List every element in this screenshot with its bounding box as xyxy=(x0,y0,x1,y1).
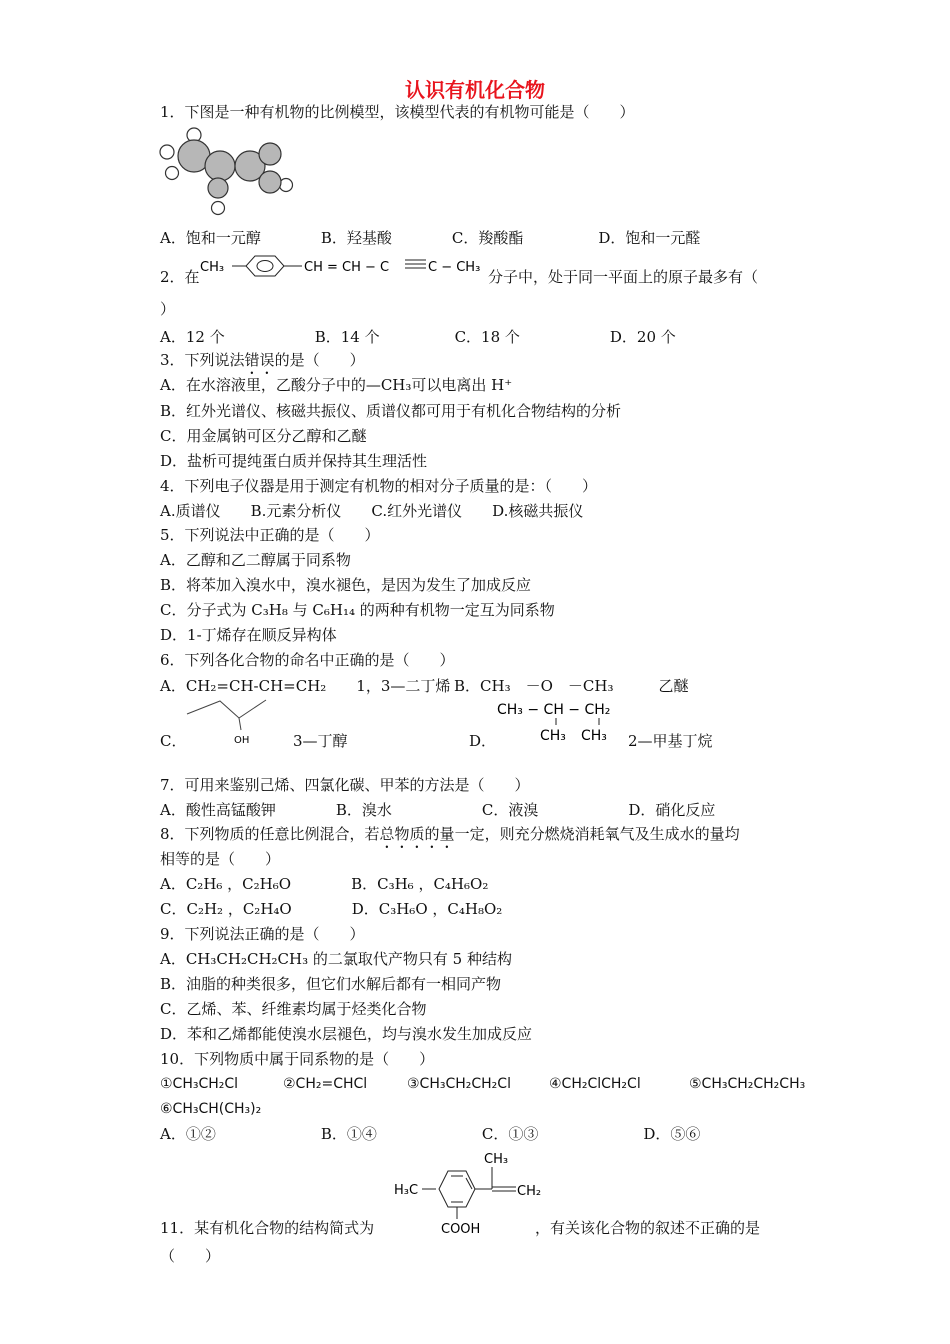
q11-structure-formula xyxy=(392,1147,552,1239)
q11-stem-pre: 11．某有机化合物的结构简式为 xyxy=(160,1219,375,1237)
q3-stem-post: 的是（ ） xyxy=(274,351,365,369)
q3-stem-pre: 3．下列说法 xyxy=(160,351,245,369)
q9-option-b: B．油脂的种类很多，但它们水解后都有一相同产物 xyxy=(160,975,502,993)
q4-stem: 4．下列电子仪器是用于测定有机物的相对分子质量的是：（ ） xyxy=(160,477,598,495)
q3-option-d: D．盐析可提纯蛋白质并保持其生理活性 xyxy=(160,452,428,470)
q2-ch3-left: CH₃ xyxy=(200,260,225,275)
q6-d-sub1: CH₃ xyxy=(540,728,566,744)
q1-options: A．饱和一元醇 B．羟基酸 C．羧酸酯 D．饱和一元醛 xyxy=(160,229,701,247)
page-title: 认识有机化合物 xyxy=(405,78,545,102)
q9-option-c: C．乙烯、苯、纤维素均属于烃类化合物 xyxy=(160,1000,427,1018)
q6-c-skeletal-structure xyxy=(182,696,272,748)
q9-stem: 9．下列说法正确的是（ ） xyxy=(160,925,365,943)
q3-stem-emph: 错误 xyxy=(244,351,275,369)
q8-stem-line2: 相等的是（ ） xyxy=(160,850,281,868)
q3-option-c: C．用金属钠可区分乙醇和乙醚 xyxy=(160,427,367,445)
q5-stem: 5．下列说法中正确的是（ ） xyxy=(160,526,380,544)
q3-option-b: B．红外光谱仪、核磁共振仪、质谱仪都可用于有机化合物结构的分析 xyxy=(160,402,622,420)
q6-d-sub2: CH₃ xyxy=(581,728,607,744)
q8-stem-pre: 8．下列物质的任意比例混合，若 xyxy=(160,825,380,843)
q7-stem: 7．可用来鉴别己烯、四氯化碳、甲苯的方法是（ ） xyxy=(160,776,530,794)
q3-stem xyxy=(160,350,365,378)
q1-stem: 1．下图是一种有机物的比例模型，该模型代表的有机物可能是（ ） xyxy=(160,103,635,121)
q5-option-c: C．分子式为 C₃H₈ 与 C₆H₁₄ 的两种有机物一定互为同系物 xyxy=(160,601,555,619)
q11-h3c: H₃C xyxy=(394,1183,419,1198)
q2-stem-post: 分子中，处于同一平面上的原子最多有（ xyxy=(488,268,759,286)
q8-stem-post: 一定，则充分燃烧消耗氧气及生成水的量均 xyxy=(454,825,740,843)
q2-tail: C − CH₃ xyxy=(428,260,481,275)
q2-stem-pre: 2．在 xyxy=(160,268,200,286)
q9-option-d: D．苯和乙烯都能使溴水层褪色，均与溴水发生加成反应 xyxy=(160,1025,533,1043)
q8-stem-emph: 总物质的量 xyxy=(379,825,455,843)
q6-option-c-label: C． xyxy=(160,732,187,750)
q2-structure-formula xyxy=(200,252,485,282)
q10-stem: 10．下列物质中属于同系物的是（ ） xyxy=(160,1050,435,1068)
q6-option-c-name: 3—丁醇 xyxy=(293,732,348,750)
q6-option-a: A．CH₂=CH-CH=CH₂ 1，3—二丁烯 xyxy=(160,677,451,695)
q10-substance-1: ①CH₃CH₂Cl xyxy=(160,1076,239,1092)
q10-substance-3: ③CH₃CH₂CH₂Cl xyxy=(407,1076,511,1092)
q11-cooh: COOH xyxy=(441,1222,481,1237)
q6-d-top: CH₃ − CH − CH₂ xyxy=(497,702,611,718)
q3-option-a: A．在水溶液里，乙酸分子中的—CH₃可以电离出 H⁺ xyxy=(160,376,513,394)
q2-stem-end: ） xyxy=(160,300,176,318)
q10-substance-5: ⑤CH₃CH₂CH₂CH₃ xyxy=(689,1076,806,1092)
q5-option-b: B．将苯加入溴水中，溴水褪色，是因为发生了加成反应 xyxy=(160,576,532,594)
q4-options: A.质谱仪 B.元素分析仪 C.红外光谱仪 D.核磁共振仪 xyxy=(160,502,584,520)
q11-ch3: CH₃ xyxy=(484,1152,509,1167)
q11-stem-end: （ ） xyxy=(160,1247,221,1265)
q8-options-cd: C．C₂H₂ ，C₂H₄O D．C₃H₆O ，C₄H₈O₂ xyxy=(160,900,503,918)
q6-stem: 6．下列各化合物的命名中正确的是（ ） xyxy=(160,651,455,669)
q10-options: A．①② B．①④ C．①③ D．⑤⑥ xyxy=(160,1125,701,1143)
q10-substance-2: ②CH₂=CHCl xyxy=(283,1076,368,1092)
q6-option-d-label: D． xyxy=(469,732,497,750)
q5-option-a: A．乙醇和乙二醇属于同系物 xyxy=(160,551,351,569)
q2-chain: CH = CH − C xyxy=(304,260,390,275)
q9-option-a: A．CH₃CH₂CH₂CH₃ 的二氯取代产物只有 5 种结构 xyxy=(160,950,512,968)
q8-options-ab: A．C₂H₆ ，C₂H₆O B．C₃H₆ ，C₄H₆O₂ xyxy=(160,875,489,893)
q1-ball-model-figure xyxy=(158,124,298,216)
q8-stem xyxy=(160,824,740,852)
q5-option-d: D．1-丁烯存在顺反异构体 xyxy=(160,626,337,644)
q10-substance-6: ⑥CH₃CH(CH₃)₂ xyxy=(160,1101,262,1117)
q11-stem-post: ，有关该化合物的叙述不正确的是 xyxy=(535,1219,761,1237)
q6-d-structure xyxy=(495,696,615,746)
q2-options: A．12 个 B．14 个 C．18 个 D．20 个 xyxy=(160,328,676,346)
q6-c-oh: OH xyxy=(234,735,250,746)
q11-ch2: CH₂ xyxy=(517,1184,542,1199)
q6-option-b: B．CH₃ －O －CH₃ 乙醚 xyxy=(454,677,689,695)
q7-options: A．酸性高锰酸钾 B．溴水 C．液溴 D．硝化反应 xyxy=(160,801,716,819)
q6-option-d-name: 2—甲基丁烷 xyxy=(628,732,713,750)
q10-substance-4: ④CH₂ClCH₂Cl xyxy=(549,1076,641,1092)
